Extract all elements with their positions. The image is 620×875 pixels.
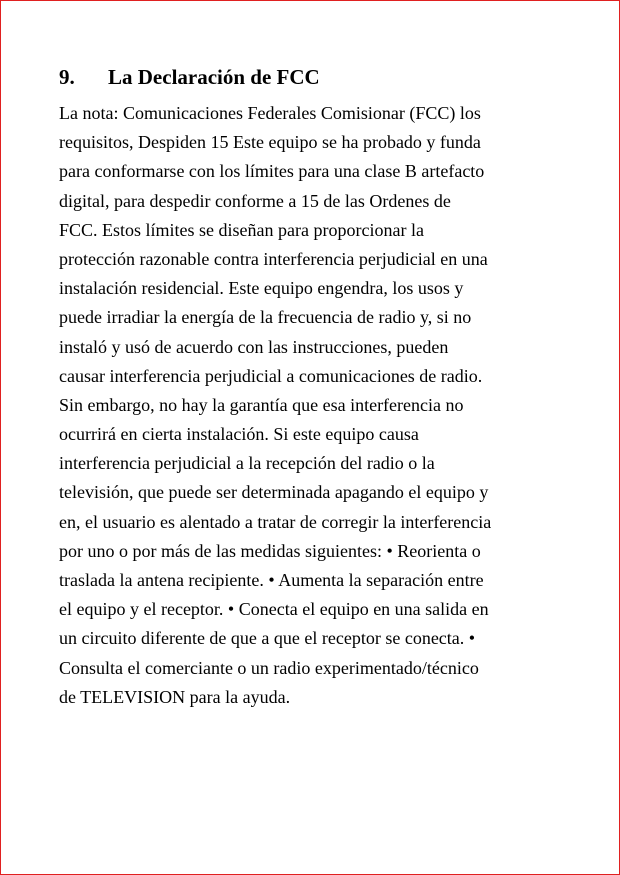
body-text xyxy=(59,99,569,712)
section-heading xyxy=(59,63,320,91)
section-number: 9. xyxy=(59,65,75,89)
body-line: digital, para despedir conforme a 15 de las Ordenes de xyxy=(59,190,451,211)
body-line: para conformarse con los límites para una clase B artefacto xyxy=(59,161,485,182)
body-line: protección razonable contra interferencia perjudicial en una xyxy=(59,248,488,269)
body-line: instaló y usó de acuerdo con las instrucciones, pueden xyxy=(59,336,449,357)
body-line: puede irradiar la energía de la frecuencia de radio y, si no xyxy=(59,307,472,328)
body-line: traslada la antena recipiente. • Aumenta la separación entre xyxy=(59,570,484,590)
body-line: La nota: Comunicaciones Federales Comisionar (FCC) los xyxy=(59,103,481,123)
body-line: un circuito diferente de que a que el receptor se conecta. • xyxy=(59,628,476,649)
body-line: por uno o por más de las medidas siguientes: • Reorienta o xyxy=(59,540,481,561)
section-title: La Declaración de FCC xyxy=(108,65,320,89)
body-line: FCC. Estos límites se diseñan para proporcionar la xyxy=(59,219,424,240)
body-line: ocurrirá en cierta instalación. Si este equipo causa xyxy=(59,424,419,445)
body-line: el equipo y el receptor. • Conecta el equipo en una salida en xyxy=(59,599,489,620)
body-line: televisión, que puede ser determinada apagando el equipo y xyxy=(59,482,489,503)
body-line: de TELEVISION para la ayuda. xyxy=(59,686,291,707)
body-line: Sin embargo, no hay la garantía que esa interferencia no xyxy=(59,394,464,415)
body-line: en, el usuario es alentado a tratar de corregir la interferencia xyxy=(59,511,492,532)
body-line: Consulta el comerciante o un radio experimentado/técnico xyxy=(59,657,479,678)
body-line: interferencia perjudicial a la recepción del radio o la xyxy=(59,453,435,474)
body-line: causar interferencia perjudicial a comunicaciones de radio. xyxy=(59,365,483,386)
body-line: instalación residencial. Este equipo engendra, los usos y xyxy=(59,278,464,299)
body-line: requisitos, Despiden 15 Este equipo se ha probado y funda xyxy=(59,132,481,153)
